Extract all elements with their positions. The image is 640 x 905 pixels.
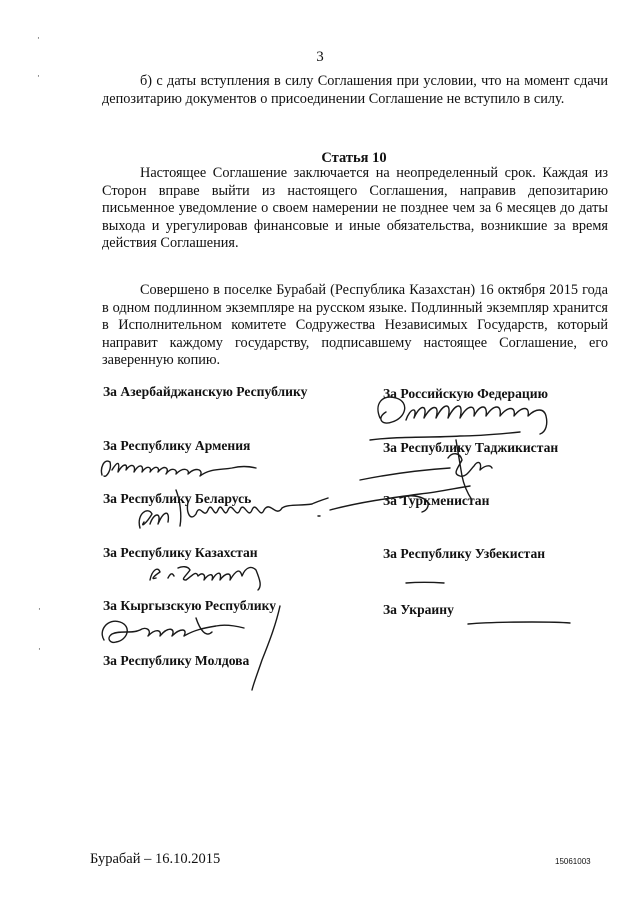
signature-russia: [370, 397, 547, 440]
closing-text: Совершено в поселке Бурабай (Республика Казахстан) 16 октября 2015 года в одном подлинном экземпляре на русском языке. Подлинный экземпляр хранится в Исполнительном комитете Содружества Независимых Государств, который направит каждому государству, подписавшему настоящее Соглашение, его заверенную копию.: [102, 282, 608, 368]
signature-kyrgyzstan: [102, 606, 280, 690]
page-number: 3: [316, 49, 324, 65]
signatory-russia: За Российскую Федерацию: [383, 386, 548, 401]
signatory-turkmenistan: За Туркменистан: [383, 493, 490, 508]
signatory-ukraine: За Украину: [383, 602, 454, 617]
scan-speck: ·: [37, 72, 40, 82]
paragraph-b: б) с даты вступления в силу Соглашения при условии, что на момент сдачи депозитарию документов о присоединении Соглашение не вступило в силу.: [102, 73, 608, 107]
signature-kazakhstan: [150, 567, 260, 590]
scan-speck: ·: [37, 34, 40, 44]
signatory-belarus: За Республику Беларусь: [103, 491, 252, 506]
signatory-kazakhstan: За Республику Казахстан: [103, 545, 258, 560]
signatory-kyrgyzstan: За Кыргызскую Республику: [103, 598, 277, 613]
signatory-armenia: За Республику Армения: [103, 438, 251, 453]
signatory-uzbekistan: За Республику Узбекистан: [383, 546, 546, 561]
signatory-moldova: За Республику Молдова: [103, 653, 250, 668]
signature-ukraine: [468, 622, 570, 624]
scan-speck: ·: [38, 605, 41, 615]
footer-doc-code: 15061003: [555, 857, 591, 866]
article-text: Настоящее Соглашение заключается на неопределенный срок. Каждая из Сторон вправе выйти из настоящего Соглашения, направив депозитарию письменное уведомление о своем намерении не позднее чем за 6 месяцев до даты выхода и урегулировав финансовые и иные обязательства, возникшие за время действия Соглашения.: [102, 165, 608, 251]
article-title: Статья 10: [321, 150, 387, 166]
footer-place-date: Бурабай – 16.10.2015: [90, 851, 221, 867]
signature-uzbekistan: [406, 582, 444, 583]
scan-speck: ·: [38, 645, 41, 655]
signatory-azerbaijan: За Азербайджанскую Республику: [103, 384, 308, 399]
signatory-tajikistan: За Республику Таджикистан: [383, 440, 559, 455]
signature-armenia: [101, 461, 256, 476]
